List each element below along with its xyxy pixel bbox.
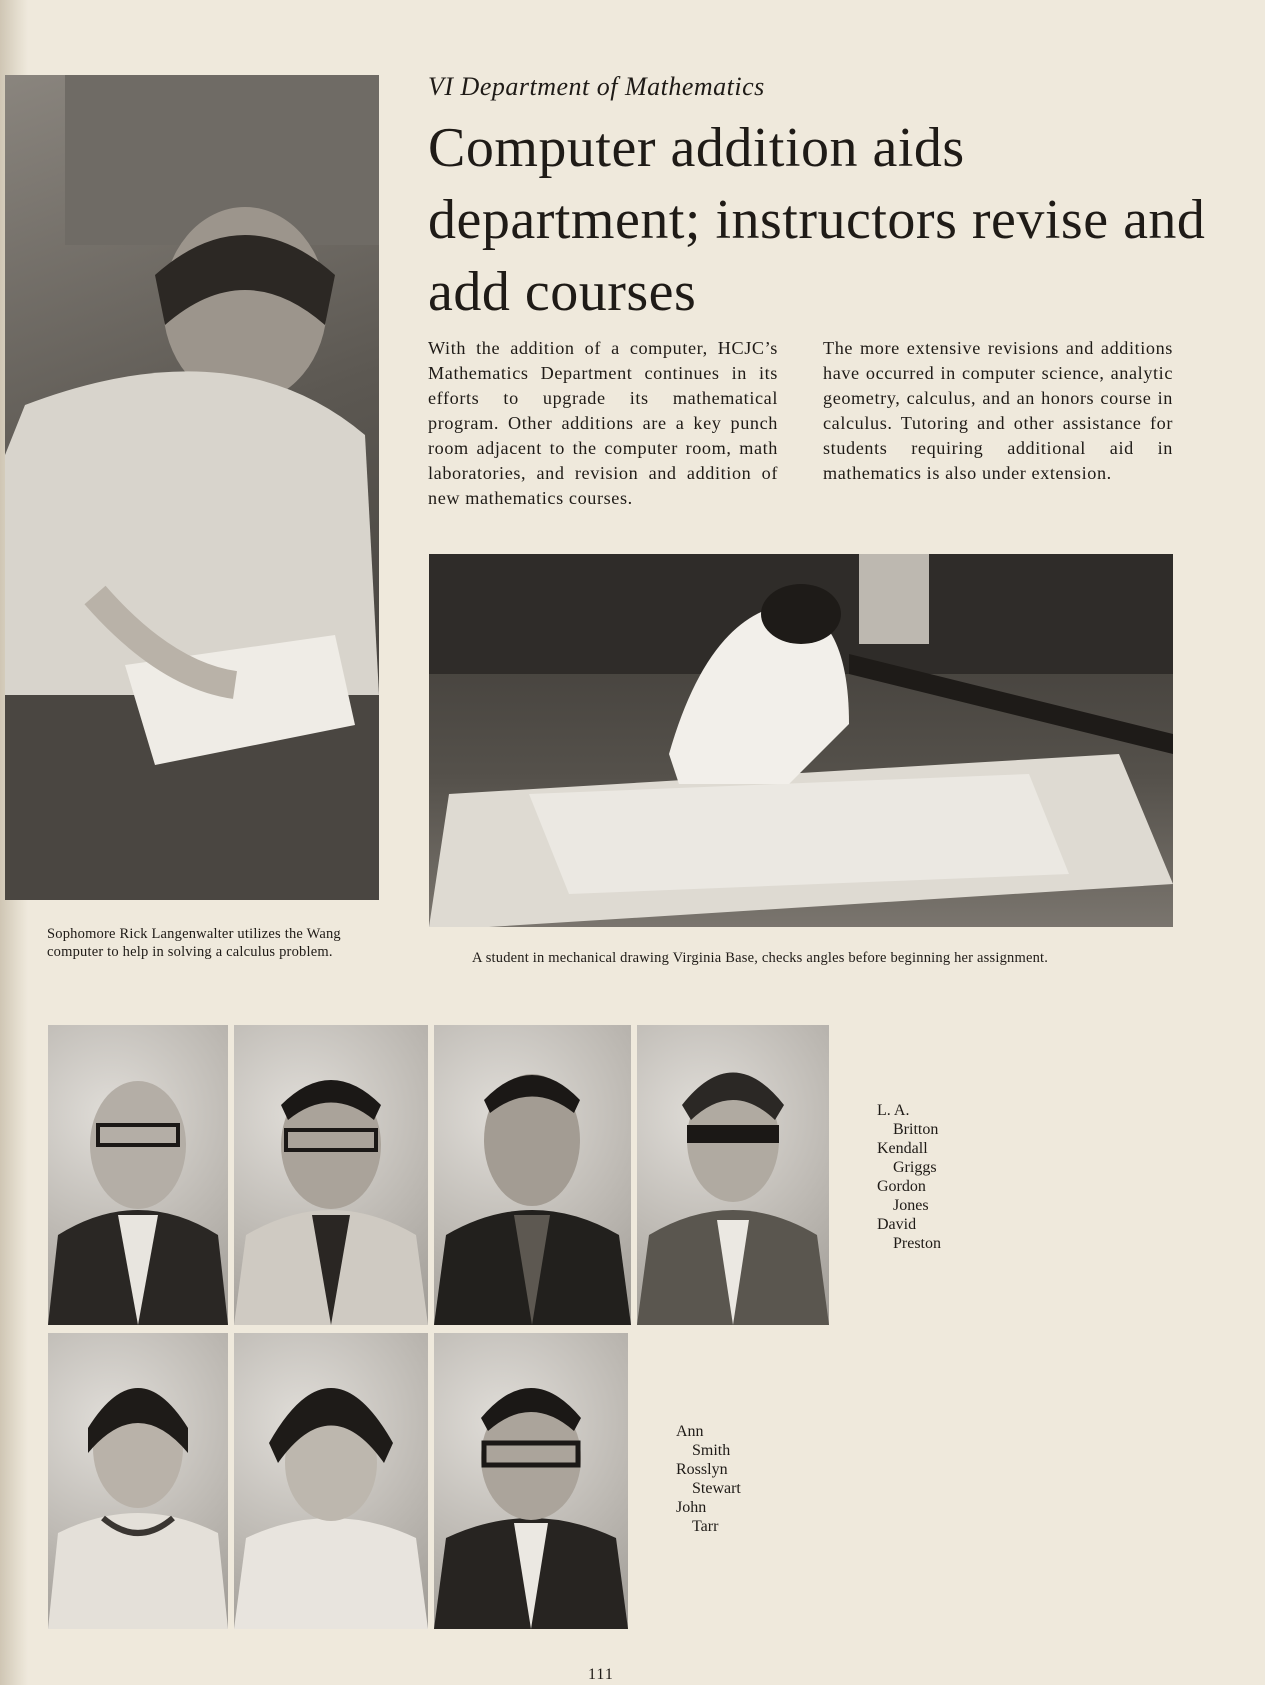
faculty-first-name: John xyxy=(676,1499,707,1516)
faculty-last-name: Preston xyxy=(893,1235,941,1252)
faculty-first-name: L. A. xyxy=(877,1102,910,1119)
faculty-last-name: Britton xyxy=(893,1121,939,1138)
portrait-stewart xyxy=(234,1333,428,1629)
faculty-first-name: Ann xyxy=(676,1423,704,1440)
faculty-last-name: Griggs xyxy=(893,1159,937,1176)
caption-mechanical-drawing: A student in mechanical drawing Virginia Base, checks angles before beginning her assignment. xyxy=(472,950,1049,966)
portrait-preston xyxy=(637,1025,829,1325)
body-column-2: The more extensive revisions and additions have occurred in computer science, analytic geometry, calculus, and an honors course in calculus. Tutoring and other assistance for students requiring additional aid in mathematics is also under extension. xyxy=(823,338,1173,483)
faculty-first-name: David xyxy=(877,1216,917,1233)
faculty-first-name: Kendall xyxy=(877,1140,928,1157)
faculty-first-name: Gordon xyxy=(877,1178,926,1195)
portrait-smith xyxy=(48,1333,228,1629)
section-kicker: VI Department of Mathematics xyxy=(428,72,765,101)
faculty-last-name: Tarr xyxy=(692,1518,719,1535)
headline: Computer addition aids department; instructors revise and add courses xyxy=(428,117,1206,323)
portrait-tarr xyxy=(434,1333,628,1629)
page-number: 111 xyxy=(588,1666,614,1683)
faculty-last-name: Stewart xyxy=(692,1480,741,1497)
photo-mechanical-drawing xyxy=(429,554,1173,927)
portrait-griggs xyxy=(234,1025,428,1325)
body-column-1: With the addition of a computer, HCJC’s Mathematics Department continues in its efforts to upgrade its mathematical program. Other additions are a key punch room adjacent to the computer room, math laboratories, and revision and addition of new mathematics courses. xyxy=(428,338,778,508)
faculty-first-name: Rosslyn xyxy=(676,1461,728,1478)
caption-student-computer: Sophomore Rick Langenwalter utilizes the Wang computer to help in solving a calculus problem. xyxy=(47,926,341,960)
portrait-jones xyxy=(434,1025,631,1325)
portrait-britton xyxy=(48,1025,228,1325)
faculty-names-row-2 xyxy=(676,1422,741,1536)
faculty-names-row-1 xyxy=(877,1101,941,1253)
photo-student-at-computer xyxy=(5,75,379,900)
faculty-last-name: Jones xyxy=(893,1197,929,1214)
faculty-last-name: Smith xyxy=(692,1442,731,1459)
